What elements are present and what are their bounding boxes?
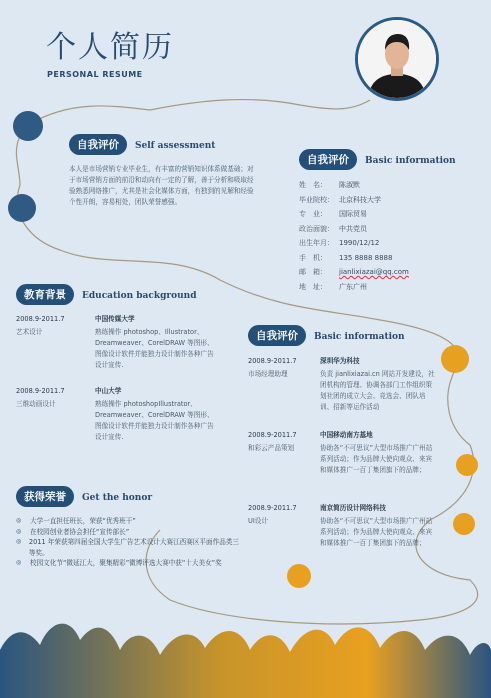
- education-label: 教育背景: [16, 284, 74, 305]
- education-date-1: 2008.9-2011.7: [16, 315, 65, 323]
- info-key: 毕业院校：: [299, 195, 334, 204]
- info-row-birth: [299, 236, 479, 251]
- basic-info-label-en: Basic information: [365, 156, 456, 166]
- experience-date-2: 2008.9-2011.7: [248, 431, 297, 439]
- honors-list: [16, 516, 241, 569]
- info-value: 北京科技大学: [339, 195, 381, 204]
- info-value: 国际贸易: [339, 210, 367, 218]
- education-school-1: 中国传媒大学: [95, 315, 135, 323]
- experience-role-3: UI设计: [248, 517, 268, 525]
- education-desc-1: 熟练操作 photoshop、Illustrator、Dreamweaver、CorelDRAW 等图形、图像设计软件并能独力设计制作各种广告设计宣传.: [95, 328, 214, 369]
- info-key: 邮 箱：: [299, 268, 327, 276]
- decor-dot-navy-2: [8, 194, 36, 222]
- experience-role-2: 和彩云产品策划: [248, 444, 295, 452]
- bullet-icon: ◎: [16, 517, 22, 524]
- education-school-2: 中山大学: [95, 387, 122, 395]
- info-row-email: [299, 265, 479, 280]
- education-major-1: 艺术设计: [16, 328, 43, 336]
- avatar: [355, 17, 439, 101]
- honor-text: 2011 年荣获第四届全国大学生广告艺术设计大赛江西赛区平面作品类三等奖。: [28, 538, 240, 557]
- info-value: 中共党员: [339, 224, 367, 233]
- honors-label-en: Get the honor: [82, 493, 153, 503]
- decor-dot-orange-3: [456, 454, 478, 476]
- honor-text: 校园文化节“微延江大，聚集精彩”微博评选大赛中获“十大美女”奖: [30, 559, 222, 567]
- bullet-icon: ◎: [16, 527, 22, 535]
- experience-label: 自我评价: [248, 325, 306, 346]
- experience-desc-3: 协助各“不可思议”大型市场推广广州站系列活动；作为品牌大使向观众、来宾和媒体推广一百丁集团旗下的品牌；: [320, 517, 433, 547]
- experience-desc-1: 负责 jianlixiazai.cn 网站开发建设，社团机构的管理、协调各部门工作组织策划社团的成立大会、竞选会、团队培训、招新等运作活动: [320, 370, 435, 411]
- info-key: 专 业：: [299, 210, 327, 218]
- info-key: 地 址：: [299, 282, 327, 291]
- info-row-address: [299, 280, 479, 295]
- basic-info-list: [299, 178, 479, 294]
- self-assessment-text: 本人是市场营销专业毕业生，有丰富的营销知识体系做基础；对于市场营销方面的前沿和动向有一定的了解，善于分析和吸取经验熟悉网络推广，尤其是社会化媒体方面，有独到的见解和经验个性开朗，容易相处，团队荣誉感强。: [69, 165, 254, 206]
- basic-info-header: [299, 148, 456, 170]
- experience-label-en: Basic information: [314, 332, 405, 342]
- info-row-phone: [299, 251, 479, 266]
- honors-header: [16, 485, 152, 507]
- honor-text: 大学一直担任班长，荣获“优秀班干”: [30, 517, 136, 525]
- experience-desc-2: 协助各“不可思议”大型市场推广广州站系列活动；作为品牌大使向观众、来宾和媒体推广一百丁集团旗下的品牌；: [320, 444, 433, 474]
- info-row-politics: [299, 222, 479, 237]
- experience-role-1: 市场经理助理: [248, 370, 288, 378]
- info-key: 手 机：: [299, 253, 327, 262]
- experience-company-2: 中国移动南方基地: [320, 431, 373, 439]
- info-key: 政治面貌：: [299, 224, 334, 233]
- experience-company-3: 南京简历设计网络科技: [320, 504, 386, 512]
- email-link[interactable]: jianlixiazai@qq.com: [339, 268, 409, 276]
- info-value: 广东广州: [339, 282, 367, 291]
- info-key: 出生年月：: [299, 239, 334, 247]
- page-subtitle: PERSONAL RESUME: [47, 70, 143, 79]
- education-desc-2: 熟练操作 photoshopIllustrator、Dreamweaver、CorelDRAW 等图形、图像设计软件并能独力设计制作各种广告设计宣传.: [95, 400, 214, 441]
- bullet-icon: ◎: [16, 538, 22, 545]
- info-key: 姓 名：: [299, 181, 327, 189]
- info-value: 1990/12/12: [339, 239, 380, 247]
- info-value: 陈淑默: [339, 181, 360, 189]
- honor-text: 在校园创业者协会担任“宣传部长”: [30, 527, 130, 536]
- education-label-en: Education background: [82, 291, 197, 301]
- experience-header: [248, 324, 405, 346]
- honor-item: [16, 527, 241, 538]
- self-assessment-label-en: Self assessment: [135, 141, 216, 151]
- info-value: 135 8888 8888: [339, 253, 393, 262]
- basic-info-label: 自我评价: [299, 149, 357, 170]
- experience-date-3: 2008.9-2011.7: [248, 504, 297, 512]
- self-assessment-header: [69, 133, 215, 155]
- decor-dot-orange-4: [453, 513, 475, 535]
- education-major-2: 三维动画设计: [16, 400, 56, 408]
- honor-item: [16, 558, 241, 569]
- info-row-school: [299, 193, 479, 208]
- experience-date-1: 2008.9-2011.7: [248, 357, 297, 365]
- decor-dot-navy-1: [13, 111, 43, 141]
- page-title: 个人简历: [46, 30, 174, 65]
- experience-company-1: 深圳华为科技: [320, 357, 360, 365]
- person-photo-icon: [358, 20, 436, 98]
- honor-item: [16, 537, 241, 558]
- honors-label: 获得荣誉: [16, 486, 74, 507]
- decor-dot-orange-2: [287, 564, 311, 588]
- self-assessment-label: 自我评价: [69, 134, 127, 155]
- education-date-2: 2008.9-2011.7: [16, 387, 65, 395]
- education-header: [16, 283, 197, 305]
- bullet-icon: ◎: [16, 559, 22, 566]
- honor-item: [16, 516, 241, 527]
- decorative-hills: [0, 610, 491, 698]
- info-row-major: [299, 207, 479, 222]
- info-row-name: [299, 178, 479, 193]
